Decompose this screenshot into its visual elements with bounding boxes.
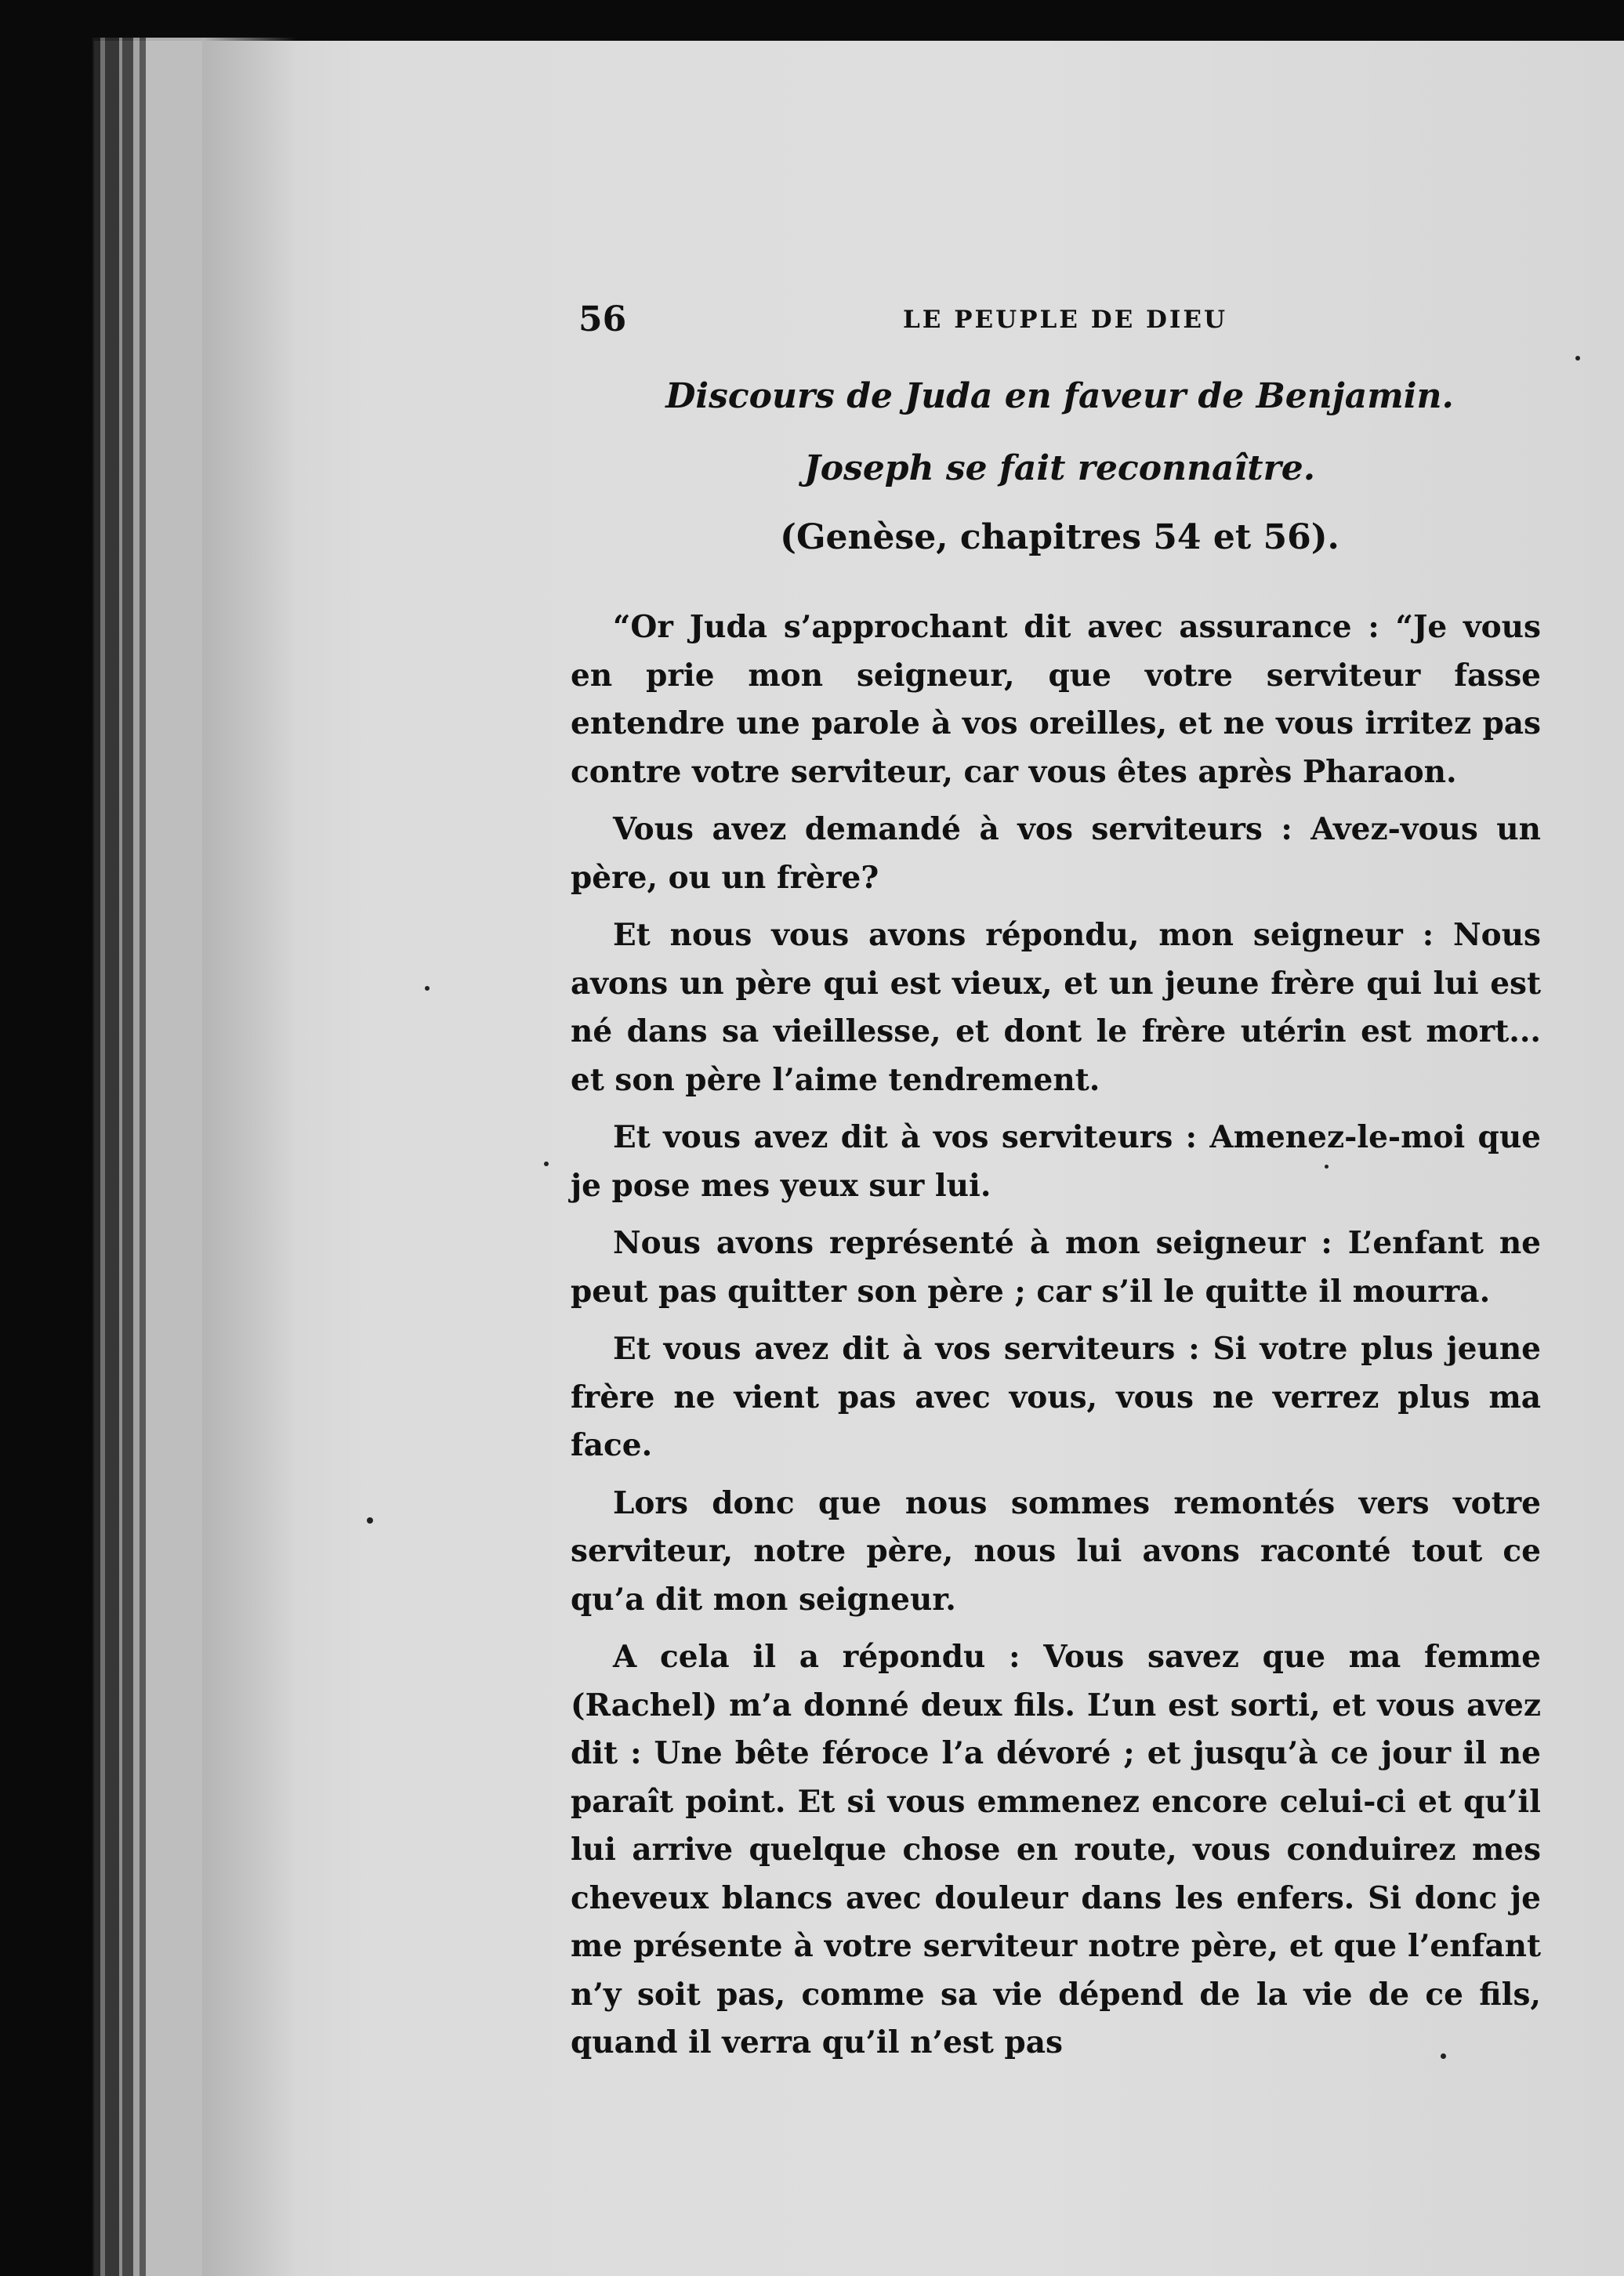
body-text	[571, 603, 1541, 2077]
paragraph: Nous avons représenté à mon seigneur : L’enfant ne peut pas quitter son père ; car s’il le quitte il mourra.	[571, 1225, 1541, 1310]
running-head	[578, 299, 1541, 346]
page-number: 56	[578, 299, 627, 339]
scan-speck	[544, 1162, 549, 1166]
section-heading: Discours de Juda en faveur de Benjamin.	[665, 376, 1454, 416]
paragraph: Lors donc que nous sommes remontés vers votre serviteur, notre père, nous lui avons raconté tout ce qu’a dit mon seigneur.	[571, 1484, 1541, 1618]
book-title: LE PEUPLE DE DIEU	[903, 306, 1228, 334]
paragraph: Et nous vous avons répondu, mon seigneur : Nous avons un père qui est vieux, et un jeune frère qui lui est né dans sa vieillesse, et dont le frère utérin est mort... et son père l’aime tendrement.	[571, 917, 1541, 1098]
gutter-shadow	[202, 38, 296, 2276]
paragraph: Et vous avez dit à vos serviteurs : Si votre plus jeune frère ne vient pas avec vous, vous ne verrez plus ma face.	[571, 1331, 1541, 1463]
scan-speck	[425, 986, 430, 991]
paragraph: A cela il a répondu : Vous savez que ma femme (Rachel) m’a donné deux fils. L’un est sorti, et vous avez dit : Une bête féroce l’a dévoré ; et jusqu’à ce jour il ne paraît point. Et si vous emmenez encore celui-ci et qu’il lui arrive quelque chose en route, vous conduirez mes cheveux blancs avec douleur dans les enfers. Si donc je me présente à votre serviteur notre père, et que l’enfant n’y soit pas, comme sa vie dépend de la vie de ce fils, quand il verra qu’il n’est pas	[571, 1639, 1541, 2060]
scan-speck	[367, 1517, 373, 1524]
scripture-reference: (Genèse, chapitres 54 et 56).	[780, 517, 1339, 557]
paragraph: “Or Juda s’approchant dit avec assurance : “Je vous en prie mon seigneur, que votre serviteur fasse entendre une parole à vos oreilles, et ne vous irritez pas contre votre serviteur, car vous êtes après Pharaon.	[571, 609, 1541, 790]
scan-speck	[1441, 2053, 1446, 2059]
scan-speck	[1575, 356, 1580, 361]
paragraph: Et vous avez dit à vos serviteurs : Amenez-le-moi que je pose mes yeux sur lui.	[571, 1119, 1541, 1204]
section-subheading: Joseph se fait reconnaître.	[803, 448, 1316, 488]
scan-speck	[1325, 1165, 1329, 1169]
paragraph: Vous avez demandé à vos serviteurs : Avez-vous un père, ou un frère?	[571, 811, 1541, 896]
book-binding-edge	[92, 38, 202, 2276]
